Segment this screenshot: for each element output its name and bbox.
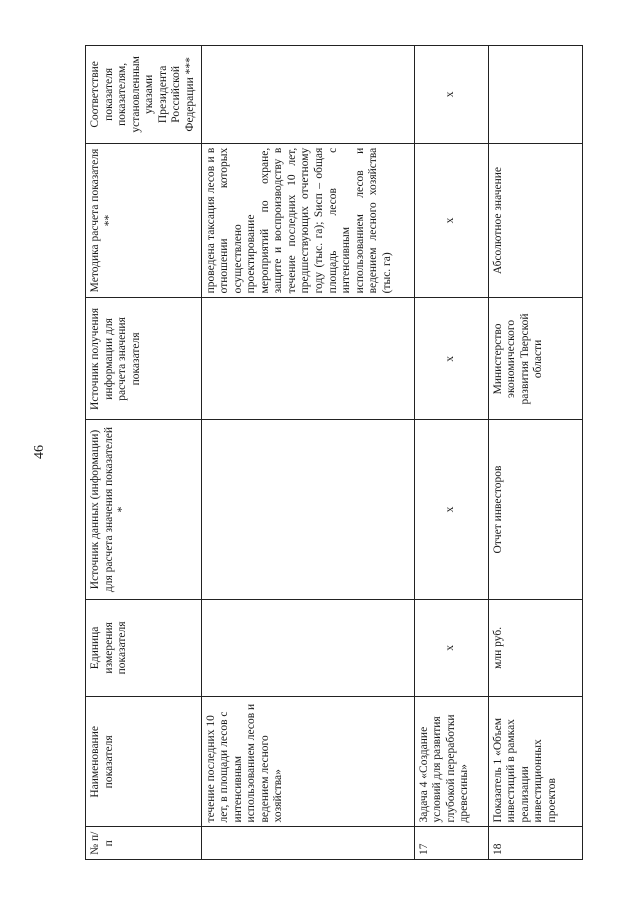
header-num: № п/п [86, 827, 202, 860]
cell-method: Абсолютное значение [488, 143, 582, 298]
cell-compliance [201, 46, 414, 144]
cell-info-source: Министерство экономического развития Тверской области [488, 298, 582, 420]
cell-info-source: х [414, 298, 488, 420]
cell-name: Показатель 1 «Объем инвестиций в рамках реализации инвестиционных проектов [488, 697, 582, 827]
table-row [201, 46, 414, 860]
cell-name: Задача 4 «Создание условий для развития глубокой переработки древесины» [414, 697, 488, 827]
page-number: 46 [32, 445, 47, 459]
header-info-source: Источник получения информации для расчета значения показателя [86, 298, 202, 420]
cell-num [201, 827, 414, 860]
cell-unit: х [414, 599, 488, 697]
cell-num: 17 [414, 827, 488, 860]
header-method: Методика расчета показателя ** [86, 143, 202, 298]
cell-compliance [488, 46, 582, 144]
header-name: Наименование показателя [86, 697, 202, 827]
table-row [488, 46, 582, 860]
header-data-source: Источник данных (информации) для расчета значения показателей * [86, 420, 202, 599]
cell-compliance: х [414, 46, 488, 144]
table-row [414, 46, 488, 860]
cell-data-source: х [414, 420, 488, 599]
cell-data-source: Отчет инвесторов [488, 420, 582, 599]
cell-method: х [414, 143, 488, 298]
header-unit: Единица измерения показателя [86, 599, 202, 697]
cell-unit: млн руб. [488, 599, 582, 697]
cell-num: 18 [488, 827, 582, 860]
cell-name: течение последних 10 лет, в площади лесов с интенсивным использованием лесов и ведением лесного хозяйства» [201, 697, 414, 827]
header-compliance: Соответствие показателя показателям, установленным указами Президента Российской Федерации *** [86, 46, 202, 144]
cell-info-source [201, 298, 414, 420]
cell-unit [201, 599, 414, 697]
cell-data-source [201, 420, 414, 599]
cell-method: проведена таксация лесов и в отношении которых осуществлено проектирование мероприятий по охране, защите и воспроизводству в течение последних 10 лет, предшествующих отчетному году (тыс. га); Sисп – общая площадь лесов с интенсивным использованием лесов и ведением лесного хозяйства (тыс. га) [201, 143, 414, 298]
table-header-row [86, 46, 202, 860]
indicators-table [85, 45, 583, 860]
rotated-table-container [85, 45, 580, 860]
